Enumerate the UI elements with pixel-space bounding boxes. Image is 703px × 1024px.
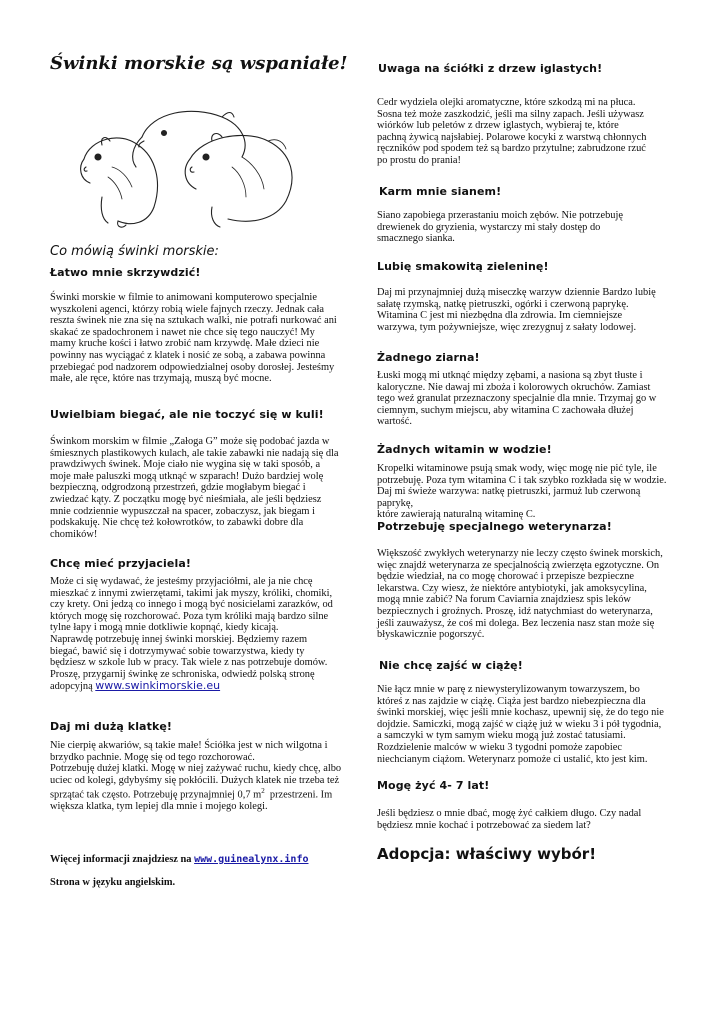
paragraph-zielenina: Daj mi przynajmniej dużą miseczkę warzyw dziennie Bardzo lubię sałatę rzymską, natkę pietruszki, ogórki i czerwoną paprykę. Witamina C jest mi niezbędna dla zdrowia. Im ciemniejsze warzywa, tym pożywniejsze, więc zrezygnuj z sałaty lodowej. xyxy=(377,287,656,333)
paragraph-przyjaciel: Może ci się wydawać, że jesteśmy przyjaciółmi, ale ja nie chcę mieszkać z innymi zwierzętami, takimi jak myszy, króliki, chomiki, czy krety. Oni jedzą co innego i mogą być nosicielami zarazków, od których mogę się rozchorować. Poza tym króliki mają bardzo silne tylne łapy i mogą mnie dotkliwie kopnąć, kiedy kicają. Naprawdę potrzebuję innej świnki morskiej. Będziemy razem biegać, bawić się i dotrzymywać sobie towarzystwa, kiedy ty będziesz w szkole lub w pracy. Tak wiele z nas potrzebuje domów. Proszę, przygarnij świnkę ze schroniska, odwiedź polską stronę adopcyjną www.swinkimorskie.eu xyxy=(50,576,333,693)
heading-klatka: Daj mi dużą klatkę! xyxy=(50,720,173,733)
paragraph-weterynarz: Większość zwykłych weterynarzy nie leczy często świnek morskich, więc znajdź weterynarza ze specjalnością zwierzęta egzotyczne. On będzie wiedział, na co mogę chorować i przepisze bezpieczne lekarstwa. Czy wiesz, że niektóre antybiotyki, jak amoksycylina, mogą mnie zabić? Na forum Caviarnia znajdziesz spis leków bezpiecznych i groźnych. Proszę, idź natychmiast do weterynarza, jeśli zauważysz, że coś mi dolega. Bez leczenia nasz stan może się błyskawicznie pogorszyć. xyxy=(377,548,663,641)
heading-siano: Karm mnie sianem! xyxy=(379,185,502,198)
english-note: Strona w języku angielskim. xyxy=(50,877,176,888)
heading-zycie: Mogę żyć 4- 7 lat! xyxy=(377,779,490,792)
paragraph-zycie: Jeśli będziesz o mnie dbać, mogę żyć całkiem długo. Czy nadal będziesz mnie kochać i potrzebować za siedem lat? xyxy=(377,808,642,831)
paragraph-ciaza: Nie łącz mnie w parę z niewysterylizowanym towarzyszem, bo któreś z nas zajdzie w ciążę. Ciąża jest bardzo niebezpieczna dla świnki morskiej, więc jeśli mnie kochasz, upewnij się, że do tego nie dojdzie. Samiczki, mogą zajść w ciążę już w wieku 3 i pół tygodnia, a samczyki w tym samym wieku mogą już zostać tatusiami. Rozdzielenie malców w wieku 3 tygodni pomoże zapobiec niechcianym ciążom. Weterynarz pomoże ci ustalić, kto jest kim. xyxy=(377,684,664,765)
heading-witaminy: Żadnych witamin w wodzie! xyxy=(377,443,552,456)
heading-ziarno: Żadnego ziarna! xyxy=(377,351,480,364)
paragraph-latwo: Świnki morskie w filmie to animowani komputerowo specjalnie wyszkoleni agenci, którzy robią wiele fajnych rzeczy. Jednak cała reszta świnek nie zna się na sztukach walki, nie potrafi nurkować ani skakać ze spadochronem i nawet nie chce się tego nauczyć! My mamy kruche kości i łatwo zrobić nam krzywdę. Małe dzieci nie powinny nas wyciągać z klatek i nosić ze sobą, a zabawa powinna przebiegać pod nadzorem odpowiedzialnej osoby dorosłej. Jesteśmy małe, ale ręce, które nas trzymają, muszą być mocne. xyxy=(50,292,337,385)
paragraph-witaminy: Kropelki witaminowe psują smak wody, więc mogę nie pić tyle, ile potrzebuję. Poza tym witamina C i tak szybko rozkłada się w wodzie. Daj mi świeże warzywa: natkę pietruszki, jarmuż lub czerwoną paprykę, które zawierają naturalną witaminę C. xyxy=(377,463,667,521)
heading-zielenina: Lubię smakowitą zieleninę! xyxy=(377,260,549,273)
paragraph-klatka: Nie cierpię akwariów, są takie małe! Ściółka jest w nich wilgotna i brzydko pachnie. Mogę się od tego rozchorować. Potrzebuję dużej klatki. Mogę w niej zażywać ruchu, kiedy chcę, albo uciec od kolegi, gdybyśmy się pokłócili. Dużych klatek nie trzeba też sprzątać tak często. Potrzebuję przynajmniej 0,7 $m^2$ przestrzeni. Im większa klatka, tym lepiej dla mnie i mojego kolegi. xyxy=(50,740,342,813)
heading-biegac: Uwielbiam biegać, ale nie toczyć się w kuli! xyxy=(50,408,324,421)
paragraph-ziarno: Łuski mogą mi utknąć między zębami, a nasiona są zbyt tłuste i kaloryczne. Nie dawaj mi zboża i kolorowych okruchów. Zamiast tego weź granulat przeznaczony specjalnie dla mnie. Trzymaj go w ciemnym, suchym miejscu, aby witamina C zachowała dłużej wartość. xyxy=(377,370,657,428)
more-info: Więcej informacji znajdziesz na www.guinealynx.info xyxy=(50,854,309,865)
subtitle: Co mówią świnki morskie: xyxy=(50,244,219,259)
guinealynx-link[interactable]: www.guinealynx.info xyxy=(194,854,309,865)
swinkimorskie-link[interactable]: www.swinkimorskie.eu xyxy=(95,679,221,693)
heading-weterynarz: Potrzebuję specjalnego weterynarza! xyxy=(377,520,612,533)
heading-ciaza: Nie chcę zajść w ciążę! xyxy=(379,659,523,672)
paragraph-siano: Siano zapobiega przerastaniu moich zębów. Nie potrzebuję drewienek do gryzienia, wystarczy mi stały dostęp do smacznego sianka. xyxy=(377,210,624,245)
guinea-pigs-illustration xyxy=(72,97,302,237)
heading-latwo: Łatwo mnie skrzywdzić! xyxy=(50,266,201,279)
paragraph-sciolki: Cedr wydziela olejki aromatyczne, które szkodzą mi na płuca. Sosna też może zaszkodzić, jeśli ma silny zapach. Jeśli używasz wiórków lub peletów z drzew iglastych, wybieraj te, które pachną żywicą najsłabiej. Polarowe kocyki z warstwą chłonnych ręczników pod spodem też są bardzo przytulne; zabrudzone rzuć po prostu do prania! xyxy=(377,97,647,166)
heading-przyjaciel: Chcę mieć przyjaciela! xyxy=(50,557,191,570)
paragraph-biegac: Świnkom morskim w filmie „Załoga G” może się podobać jazda w śmiesznych plastikowych kulach, ale takie zabawki nie nadają się dla prawdziwych świnek. Moje ciało nie wygina się w taki sposób, a moje małe paluszki mogą utknąć w szparach! Dużo bardziej wolę bezpieczną, odgrodzoną przestrzeń, gdzie mogłabym biegać i zwiedzać kąty. Z początku mogę być nieśmiała, ale jeśli będziesz mnie codziennie wypuszczał na spacer, zobaczysz, jak biegam i podskakuję. Nie chcę też kołowrotków, to zabawki dobre dla chomików! xyxy=(50,436,339,540)
heading-sciolki: Uwaga na ściółki z drzew iglastych! xyxy=(378,62,603,75)
adoption-slogan: Adopcja: właściwy wybór! xyxy=(377,845,597,863)
page-title: Świnki morskie są wspaniałe! xyxy=(50,53,348,74)
